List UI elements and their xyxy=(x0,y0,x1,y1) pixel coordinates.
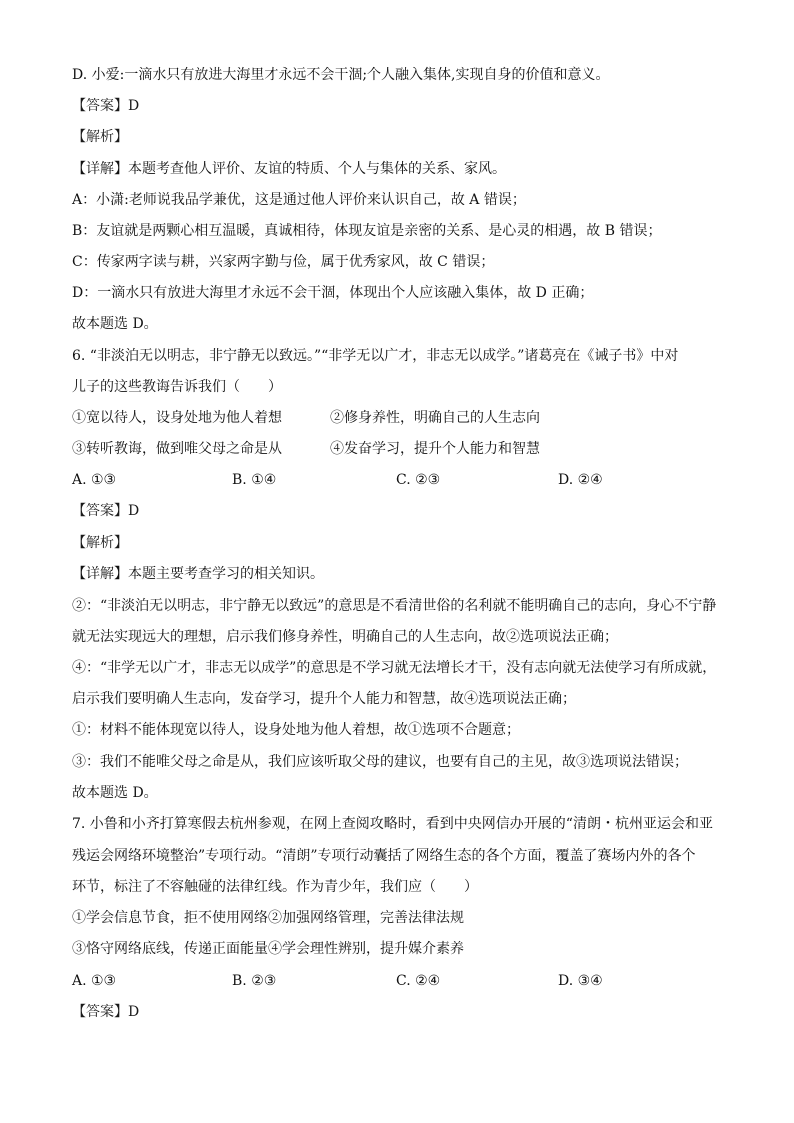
q6-detail: 【详解】本题主要考查学习的相关知识。 xyxy=(72,566,324,582)
q6-analysis-line: ④：“非学无以广才，非志无以成学”的意思是不学习就无法增长才干，没有志向就无法使学习有所成就， xyxy=(72,660,717,676)
q6-analysis-line: 就无法实现远大的理想，启示我们修身养性，明确自己的人生志向，故②选项说法正确； xyxy=(72,629,618,645)
q6-stem-line1: 6. “非淡泊无以明志，非宁静无以致远。”“非学无以广才，非志无以成学。”诸葛亮在《诫子书》中对 xyxy=(72,348,679,364)
q7-choice-a: A. ①③ xyxy=(72,973,117,989)
q6-item-3: ③转听教诲，做到唯父母之命是从 xyxy=(72,441,282,457)
q6-choice-b: B. ①④ xyxy=(232,472,277,488)
prev-analysis-line: B：友谊就是两颗心相互温暖，真诚相待，体现友谊是亲密的关系、是心灵的相遇，故 B 错误； xyxy=(72,223,662,239)
q6-item-2: ②修身养性，明确自己的人生志向 xyxy=(330,410,540,426)
q7-choice-d: D. ③④ xyxy=(558,973,603,989)
prev-analysis-line: D：一滴水只有放进大海里才永远不会干涸，体现出个人应该融入集体，故 D 正确； xyxy=(72,285,594,301)
q6-analysis-line: 启示我们要明确人生志向，发奋学习，提升个人能力和智慧，故④选项说法正确； xyxy=(72,691,576,707)
q6-analysis-label: 【解析】 xyxy=(72,535,128,551)
prev-option-d: D. 小爱:一滴水只有放进大海里才永远不会干涸;个人融入集体,实现自身的价值和意义。 xyxy=(72,67,610,83)
q6-choice-c: C. ②③ xyxy=(396,472,441,488)
q6-stem-line2: 儿子的这些教诲告诉我们（ ） xyxy=(72,379,282,395)
q7-stem-line3: 环节，标注了不容触碰的法律红线。作为青少年，我们应（ ） xyxy=(72,879,478,895)
q7-choice-b: B. ②③ xyxy=(232,973,277,989)
q7-answer: 【答案】D xyxy=(72,1004,140,1020)
q7-stem-line2: 残运会网络环境整治”专项行动。“清朗”专项行动囊括了网络生态的各个方面，覆盖了赛场内外的各个 xyxy=(72,848,696,864)
q6-choice-a: A. ①③ xyxy=(72,472,117,488)
q6-answer: 【答案】D xyxy=(72,503,140,519)
q7-choice-c: C. ②④ xyxy=(396,973,441,989)
prev-detail: 【详解】本题考查他人评价、友谊的特质、个人与集体的关系、家风。 xyxy=(72,161,506,177)
q6-item-4: ④发奋学习，提升个人能力和智慧 xyxy=(330,441,540,457)
q6-analysis-line: ③：我们不能唯父母之命是从，我们应该听取父母的建议，也要有自己的主见，故③选项说法错误； xyxy=(72,754,688,770)
q7-stem-line1: 7. 小鲁和小齐打算寒假去杭州参观，在网上查阅攻略时，看到中央网信办开展的“清朗・杭州亚运会和亚 xyxy=(72,816,713,832)
q7-items-line2: ③恪守网络底线，传递正面能量④学会理性辨别，提升媒介素养 xyxy=(72,941,464,957)
q6-conclusion: 故本题选 D。 xyxy=(72,785,158,801)
q6-choice-d: D. ②④ xyxy=(558,472,603,488)
prev-conclusion: 故本题选 D。 xyxy=(72,316,158,332)
prev-analysis-line: A：小潇:老师说我品学兼优，这是通过他人评价来认识自己，故 A 错误； xyxy=(72,192,526,208)
q6-item-1: ①宽以待人，设身处地为他人着想 xyxy=(72,410,282,426)
prev-analysis-line: C：传家两字读与耕，兴家两字勤与俭，属于优秀家风，故 C 错误； xyxy=(72,254,495,270)
q7-items-line1: ①学会信息节食，拒不使用网络②加强网络管理，完善法律法规 xyxy=(72,910,464,926)
prev-answer: 【答案】D xyxy=(72,98,140,114)
q6-analysis-line: ①：材料不能体现宽以待人，设身处地为他人着想，故①选项不合题意； xyxy=(72,722,520,738)
prev-analysis-label: 【解析】 xyxy=(72,129,128,145)
q6-analysis-line: ②：“非淡泊无以明志，非宁静无以致远”的意思是不看清世俗的名利就不能明确自己的志向，身心不宁静 xyxy=(72,598,717,614)
